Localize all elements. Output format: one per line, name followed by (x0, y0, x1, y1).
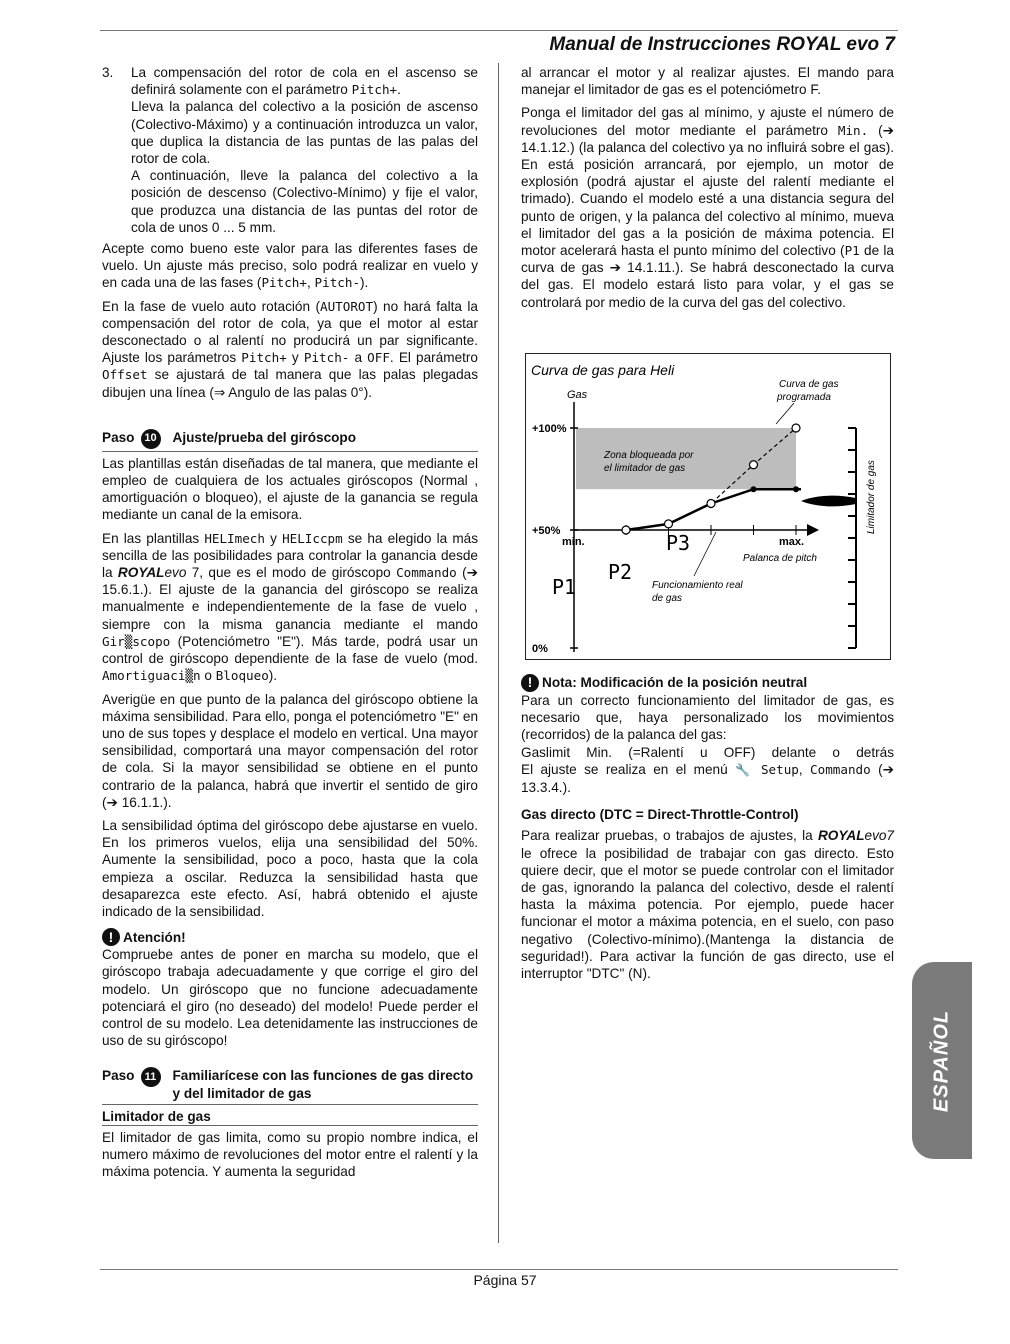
y-tick-label: 0% (532, 643, 548, 655)
note-text-3: El ajuste se realiza en el menú 🔧 Setup, Commando (➔ 13.3.4.). (521, 761, 895, 796)
curve-point (665, 520, 673, 528)
step-title: Ajuste/prueba del giróscopo (172, 429, 357, 445)
gas-curve-figure (525, 353, 891, 660)
point-label-p1: P1 (552, 575, 577, 599)
paragraph-averigue: Averigüe en que punto de la palanca del giróscopo obtiene la máxima sensibilidad. Para ello, ponga el potenciómetro "E" en uno de sus topes y desplace el modelo en vertical. Una mayor sensibilidad, comportará una mayor compensación del rotor de cola. Si la mayor sensibilidad se obtiene en el punto contrario de la palanca, habrá que invertir el sentido de giro (➔ 16.1.1.). (102, 691, 478, 810)
x-tick-max: max. (779, 536, 805, 548)
y-tick-label: +100% (532, 423, 567, 435)
programmed-label-1: Curva de gas (779, 379, 839, 390)
item3-para2: Lleva la palanca del colectivo a la posición de ascenso (Colectivo-Máximo) y a continuación introduzca un valor, que duplica la distancia de las puntas de las palas del rotor de cola. (131, 99, 478, 167)
real-curve (626, 489, 796, 530)
paragraph-autorotacion: En la fase de vuelo auto rotación (AUTOROT) no hará falta la compensación del rotor de cola, ya que el motor al estar desconectado o al ralentí no producirá un par significante. Ajuste los parámetros Pitch+ y Pitch- a OFF. El parámetro Offset se ajustará de tal manera que las palas plegadas dibujen una línea (⇒ Angulo de las palas 0°). (102, 298, 478, 400)
gas-curve-chart (526, 354, 890, 659)
header-rule (100, 30, 898, 31)
attention-heading: ! Atención! (102, 928, 478, 946)
paragraph-sensibilidad: La sensibilidad óptima del giróscopo debe ajustarse en vuelo. En los primeros vuelos, elija una sensibilidad del 50%. Aumente la sensibilidad, poco a poco, hasta que la cola empieza a oscilar. Reduzca la sensibilidad hasta que desaparezca este efecto. Así, habrá obtenido el ajuste indicado de la sensibilidad. (102, 817, 478, 919)
dtc-text: Para realizar pruebas, o trabajos de ajustes, la ROYALevo7 le ofrece la posibilidad de trabajar con gas directo. Esto quiere decir, que el motor se puede controlar con el limitador de gas, ignorando la palanca del colectivo, desde el ralentí hasta la máxima potencia. Por ejemplo, puede hacer funcionar el motor a máxima potencia, en el suelo, con paso negativo (Colectivo-mínimo).(Mantenga la distancia de seguridad!). Para activar la función de gas directo, use el interruptor "DTC" (N). (521, 828, 894, 982)
programmed-point (750, 461, 758, 469)
zone-label-1: Zona bloqueada por (604, 450, 694, 461)
right-column-top (521, 64, 894, 317)
limiter-knob-icon (801, 496, 856, 507)
page-number: Página 57 (473, 1272, 537, 1288)
step-title: Familiarícese con las funciones de gas directo y del limitador de gas (172, 1068, 474, 1101)
paragraph-ponga: Ponga el limitador del gas al mínimo, y ajuste el número de revoluciones del motor mediante el parámetro Min. (➔ 14.1.12.) (la palanca del colectivo ya no influirá sobre el gas). En está posición arrancará, por ejemplo, un motor de explosión (podrá ajustar el ajuste del ralentí mediante el trimado). Cuando el modelo esté a una distancia segura del punto de origen, y la palanca del colectivo al mínimo, mueva el limitador del gas a la posición de máxima potencia. El motor acelerará hasta el punto mínimo del colectivo (P1 de la curva de gas ➔ 14.1.11.). Se habrá desconectado la curva del gas. El modelo estará listo para volar, y el gas se controlará por medio de la curva del gas del colectivo. (521, 105, 895, 310)
column-divider (498, 63, 499, 1243)
y-tick-label: +50% (532, 525, 561, 537)
programmed-point (792, 424, 800, 432)
x-axis-label: Palanca de pitch (743, 553, 817, 564)
real-leader (694, 532, 716, 576)
step-10-heading: Paso 10 Ajuste/prueba del giróscopo (102, 429, 478, 452)
step-number-badge: 11 (141, 1067, 161, 1087)
left-column (102, 64, 478, 1187)
limiter-axis-label: Limitador de gas (866, 460, 877, 534)
zone-label-2: el limitador de gas (604, 463, 686, 474)
limiter-point (793, 486, 799, 492)
item3-line1: La compensación del rotor de cola en el ascenso se definirá solamente con el parámetro Pitch+. (131, 65, 478, 98)
page-header-title: Manual de Instrucciones ROYAL evo 7 (549, 34, 895, 55)
note-text-2: Gaslimit Min. (=Ralentí u OFF) delante o detrás (521, 744, 894, 760)
attention-text: Compruebe antes de poner en marcha su modelo, que el giróscopo trabaja adecuadamente y que corrige el giro del modelo. Un giróscopo que no funcione adecuadamente potenciará el giro (no deseado) del modelo! Puede perder el control de su modelo. Lea detenidamente las instrucciones de uso de su giróscopo! (102, 947, 478, 1049)
limitador-text: El limitador de gas limita, como su propio nombre indica, el numero máximo de revoluciones del motor entre el ralentí y la máxima potencia. Y aumenta la seguridad (102, 1129, 478, 1180)
limitador-subheading: Limitador de gas (102, 1108, 478, 1126)
limiter-point (751, 486, 757, 492)
programmed-label-2: programada (777, 392, 831, 403)
item3-para3: A continuación, lleve la palanca del colectivo a la posición de descenso (Colectivo-Mínimo) y fije el valor, que produzca una distancia de las puntas del rotor de cola de unos 0 ... 5 mm. (131, 168, 478, 235)
point-label-p3: P3 (666, 531, 691, 555)
wrench-icon: 🔧 (735, 762, 754, 777)
curve-point (707, 499, 715, 507)
programmed-leader (776, 403, 794, 424)
list-item-3 (102, 64, 478, 240)
note-text-1: Para un correcto funcionamiento del limitador de gas, es necesario que, haya personalizado los movimientos (recorridos) de la palanca del gas: (521, 693, 894, 743)
paragraph-plantillas: Las plantillas están diseñadas de tal manera, que mediante el empleo de cualquiera de los actuales giróscopos (Normal , amortiguación o bloqueo), el ajuste de la ganancia se regula mediante un canal de la emisora. (102, 455, 478, 523)
language-side-tab: ESPAÑOL (912, 962, 972, 1159)
step-11-heading: Paso 11 Familiarícese con las funciones de gas directo y del limitador de gas (102, 1067, 478, 1104)
warning-icon: ! (102, 928, 120, 946)
paragraph-helimech: En las plantillas HELImech y HELIccpm se ha elegido la más sencilla de las posibilidades para controlar la ganancia desde la ROYALevo 7, que es el modo de giróscopo Commando (➔ 15.6.1.). El ajuste de la ganancia del giróscopo se realiza manualmente e independientemente de la fase de vuelo , siempre con la misma ganancia mediante el mando Gir▒scopo (Potenciómetro "E"). Más tarde, podrá usar un control de giróscopo dependiente de la fase de vuelo (mod. Amortiguaci▒n o Bloqueo). (102, 530, 478, 684)
curve-point (622, 526, 630, 534)
real-label-1: Funcionamiento real (652, 580, 743, 591)
y-axis-label: Gas (567, 389, 588, 401)
footer-rule (100, 1269, 898, 1270)
real-label-2: de gas (652, 593, 683, 604)
paragraph-acepte: Acepte como bueno este valor para las diferentes fases de vuelo. Un ajuste más preciso, solo podrá realizar en vuelo y en cada una de las fases (Pitch+, Pitch-). (102, 241, 478, 291)
note-heading: ! Nota: Modificación de la posición neutral (521, 674, 894, 692)
list-number: 3. (102, 65, 114, 80)
paragraph-arrancar: al arrancar el motor y al realizar ajustes. El mando para manejar el limitador de gas es el potenciómetro F. (521, 65, 894, 98)
dtc-heading: Gas directo (DTC = Direct-Throttle-Control) (521, 807, 799, 823)
right-column-bottom (521, 674, 894, 988)
x-tick-min: min. (562, 536, 585, 548)
point-label-p2: P2 (608, 560, 633, 584)
step-number-badge: 10 (141, 429, 161, 449)
chart-title: Curva de gas para Heli (531, 362, 675, 378)
warning-icon: ! (521, 674, 539, 692)
